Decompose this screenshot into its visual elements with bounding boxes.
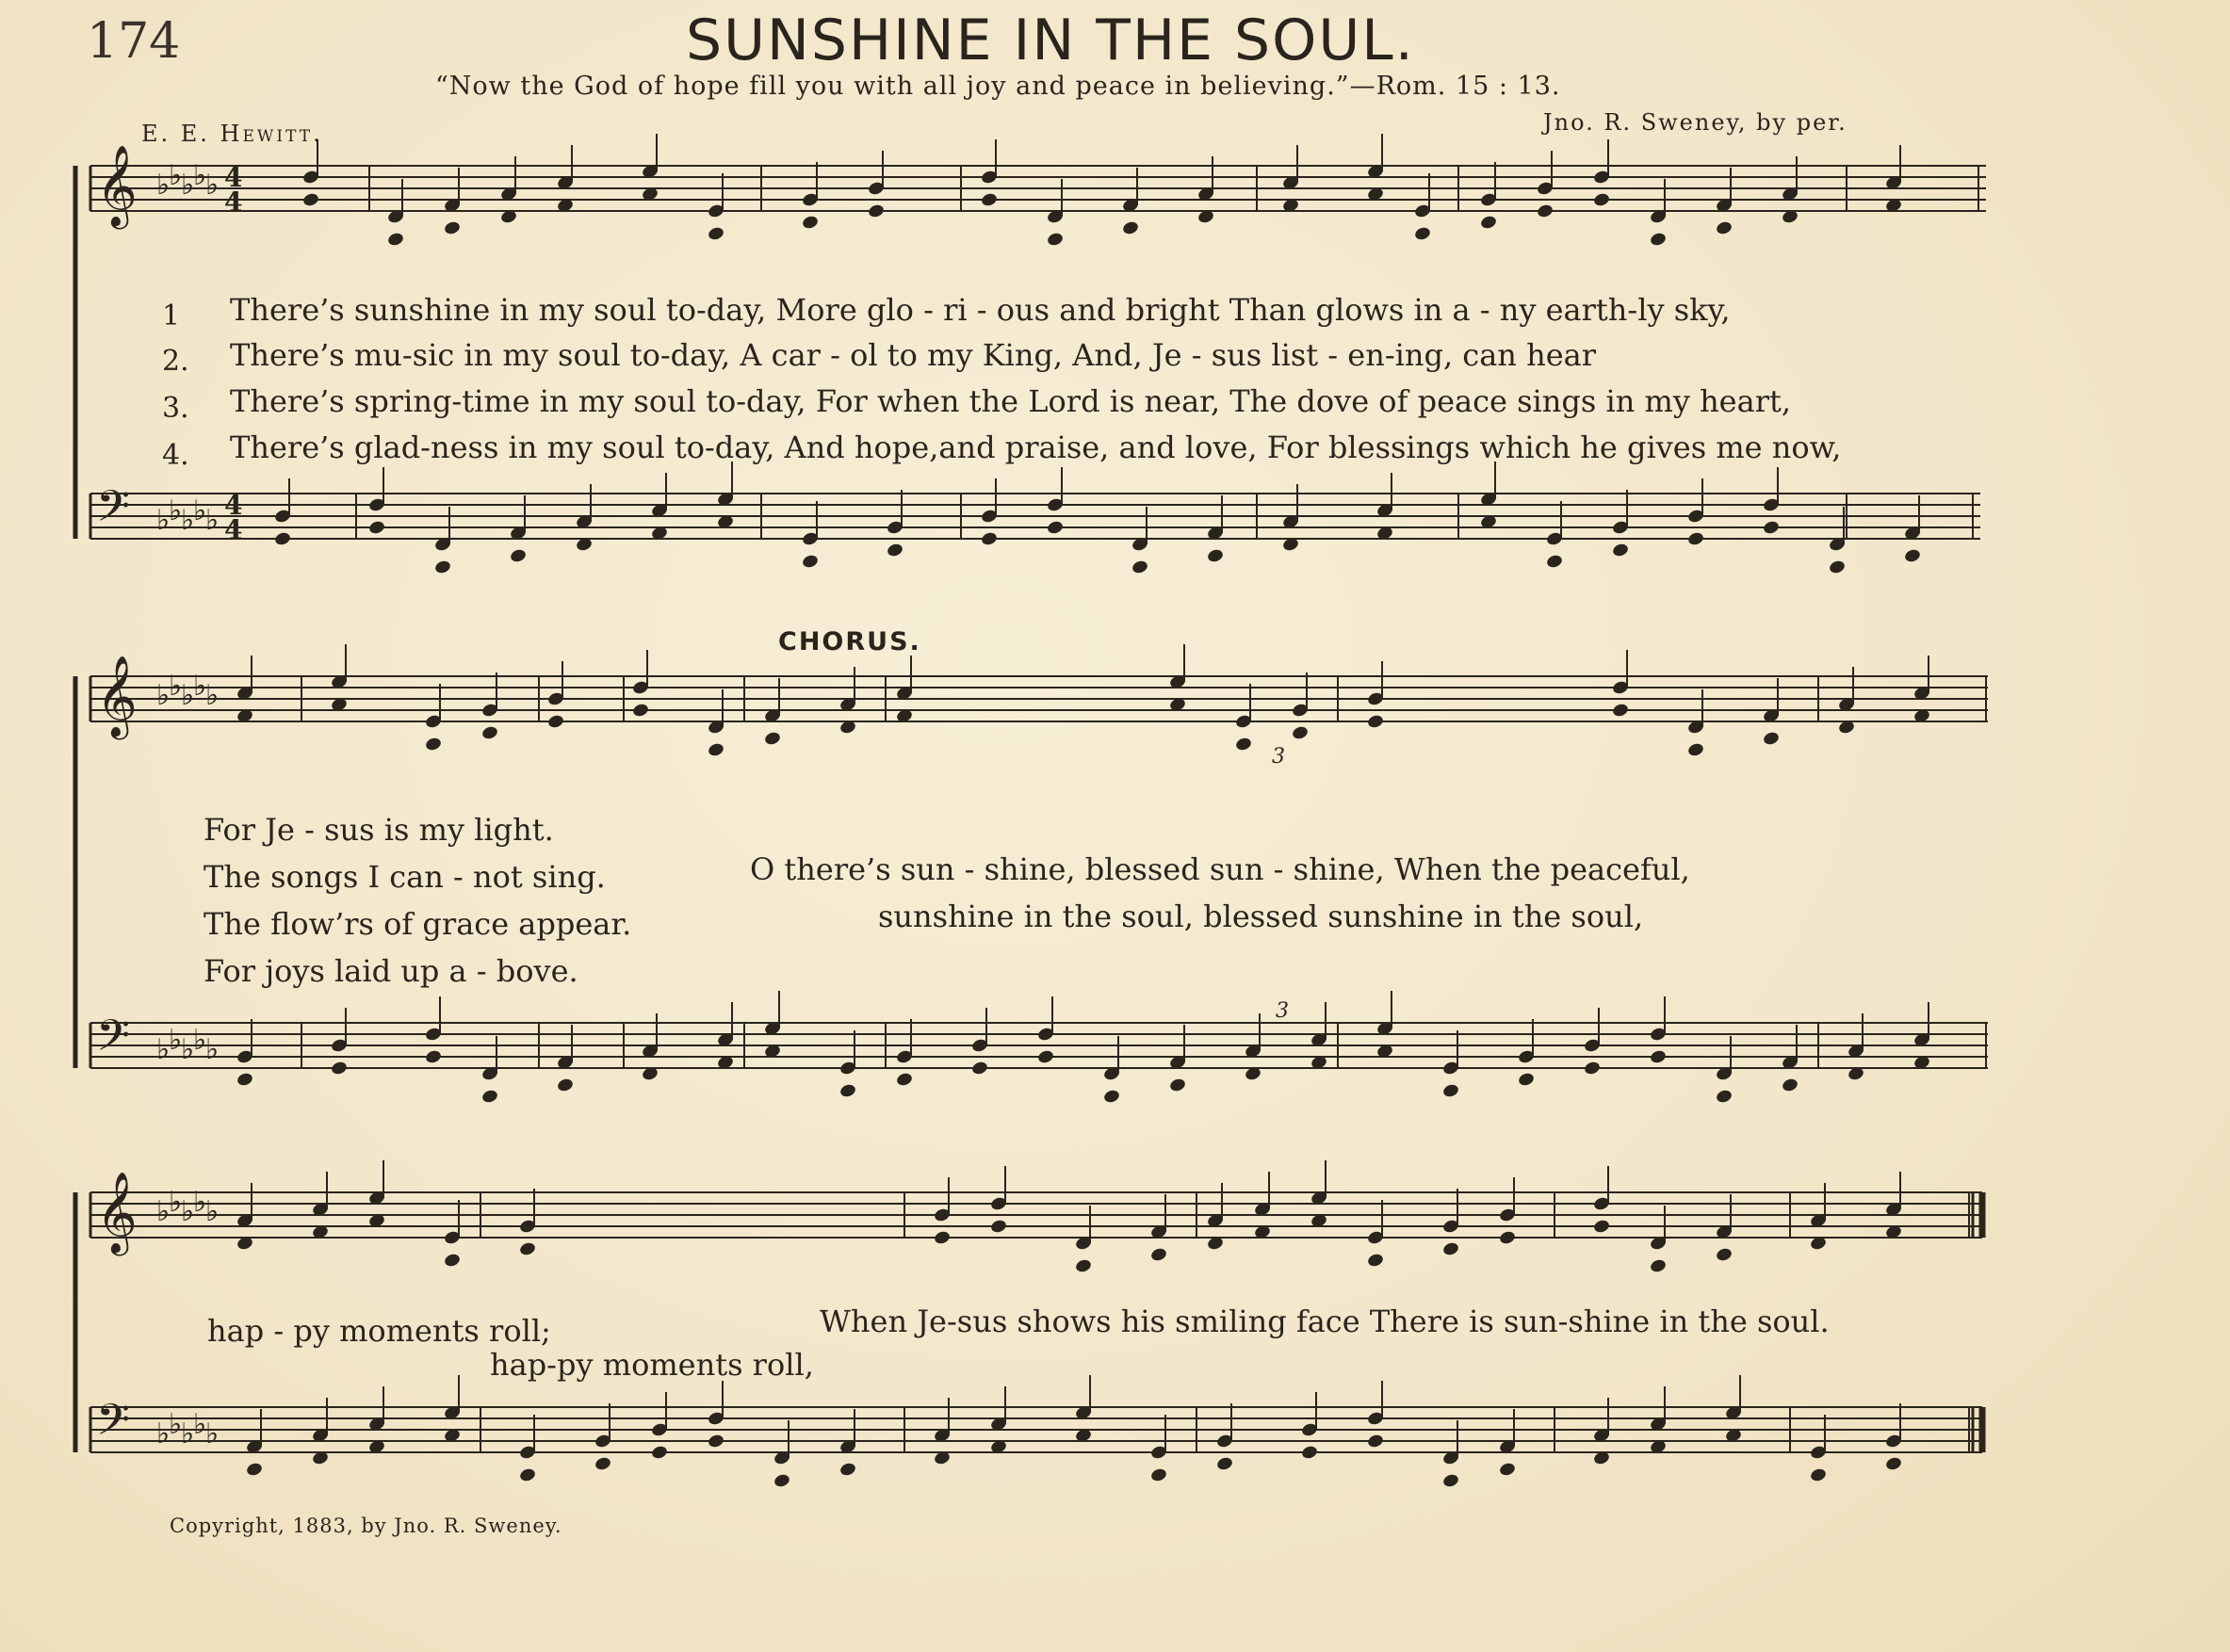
triplet-mark: 3 (1272, 745, 1285, 769)
note-head (301, 192, 319, 208)
note-head (518, 1467, 536, 1483)
note-head (1479, 215, 1497, 231)
chorus-lyric-line: O there’s sun - shine, blessed sun - shine, When the peaceful, (750, 851, 1690, 887)
note-head (1366, 1253, 1384, 1269)
flat-sign: ♭ (193, 159, 207, 192)
note-head (1102, 1089, 1120, 1105)
note-head (838, 1083, 856, 1099)
note-head (1413, 226, 1431, 242)
flat-sign: ♭ (193, 670, 207, 703)
note-head (1498, 1462, 1516, 1478)
note-head (236, 1072, 253, 1088)
verse-number: 1 (162, 300, 181, 332)
flat-sign: ♭ (156, 1417, 171, 1450)
note-head (1036, 1049, 1054, 1065)
note-head (1441, 1083, 1459, 1099)
hymn-title: SUNSHINE IN THE SOUL. (686, 8, 1415, 73)
treble-clef: 𝄞 (96, 145, 138, 226)
note-head (801, 554, 819, 570)
bass-clef: 𝄢 (96, 481, 131, 543)
note-head (245, 1462, 263, 1478)
note-head (1686, 531, 1704, 547)
note-head (386, 232, 404, 248)
bass-clef: 𝄢 (96, 1011, 131, 1072)
note-head (650, 1445, 668, 1461)
flat-sign: ♭ (181, 1033, 195, 1066)
note-head (518, 1241, 536, 1257)
note-head (1715, 220, 1733, 236)
note-head (980, 531, 998, 547)
flat-sign: ♭ (181, 679, 195, 712)
note-head (509, 548, 527, 564)
verse-number: 3. (162, 392, 189, 425)
note-head (1545, 554, 1563, 570)
flat-sign: ♭ (156, 1033, 171, 1066)
note-head (1074, 1258, 1092, 1274)
note-head (1649, 1049, 1667, 1065)
verse-number: 2. (162, 345, 189, 378)
note-head (1884, 1456, 1902, 1472)
flat-sign: ♭ (205, 1033, 220, 1066)
note-head (886, 543, 903, 559)
note-head (1536, 203, 1554, 219)
verse-lyric-line: There’s mu-sic in my soul to-day, A car - ol to my King, And, Je - sus list - en-ing, can hear (230, 337, 1596, 373)
note-head (594, 1456, 611, 1472)
note-head (980, 192, 998, 208)
note-head (763, 731, 781, 747)
note-head (838, 1462, 856, 1478)
flat-sign: ♭ (169, 159, 183, 192)
note-head (556, 1077, 574, 1093)
note-head (1046, 232, 1064, 248)
note-head (1781, 1077, 1799, 1093)
flat-sign: ♭ (181, 169, 195, 202)
flat-sign: ♭ (156, 679, 171, 712)
note-head (433, 559, 451, 575)
note-head (273, 531, 291, 547)
note-head (1206, 548, 1224, 564)
note-head (1121, 220, 1139, 236)
note-head (631, 703, 649, 719)
note-head (1715, 1247, 1733, 1263)
note-head (1149, 1247, 1167, 1263)
note-head (1828, 559, 1846, 575)
flat-sign: ♭ (169, 1408, 183, 1441)
verse-lyric-line: There’s glad-ness in my soul to-day, And hope,and praise, and love, For blessings which he gives me now, (230, 429, 1842, 465)
note-head (1903, 548, 1921, 564)
note-head (546, 714, 564, 730)
note-head (424, 737, 442, 753)
note-head (1149, 1467, 1167, 1483)
note-head (707, 742, 724, 758)
flat-sign: ♭ (156, 169, 171, 202)
flat-sign: ♭ (181, 504, 195, 537)
flat-sign: ♭ (193, 1186, 207, 1219)
note-head (1809, 1467, 1827, 1483)
flat-sign: ♭ (193, 1024, 207, 1057)
bass-clef: 𝄢 (96, 1395, 131, 1456)
lyricist-credit: E. E. Hewitt. (141, 121, 323, 147)
triplet-mark: 3 (1276, 999, 1289, 1023)
note-head (1366, 1433, 1384, 1450)
note-head (1131, 559, 1148, 575)
note-head (1168, 1077, 1186, 1093)
note-head (424, 1049, 442, 1065)
verse-lyric-line: There’s sunshine in my soul to-day, More glo - ri - ous and bright Than glows in a - ny earth-ly sky, (230, 292, 1731, 328)
note-head (707, 1433, 724, 1450)
note-head (801, 215, 819, 231)
time-signature-bottom: 4 (224, 514, 243, 545)
note-head (443, 1253, 461, 1269)
scripture-epigraph: “Now the God of hope fill you with all joy and peace in believing.”—Rom. 15 : 13. (435, 72, 1561, 101)
note-head (1583, 1061, 1601, 1077)
note-head (1234, 737, 1252, 753)
treble-clef: 𝄞 (96, 656, 138, 737)
flat-sign: ♭ (205, 1417, 220, 1450)
verse-ending: The flow’rs of grace appear. (203, 906, 632, 942)
chorus-lyric-line: hap - py moments roll; (207, 1313, 551, 1349)
note-head (443, 220, 461, 236)
note-head (1686, 742, 1704, 758)
verse-ending: The songs I can - not sing. (203, 859, 606, 895)
copyright-notice: Copyright, 1883, by Jno. R. Sweney. (170, 1514, 562, 1537)
note-head (1498, 1230, 1516, 1246)
note-head (1441, 1241, 1459, 1257)
note-head (330, 1061, 348, 1077)
note-head (1649, 232, 1667, 248)
flat-sign: ♭ (193, 494, 207, 527)
flat-sign: ♭ (205, 169, 220, 202)
chorus-lyric-line: When Je-sus shows his smiling face There is sun-shine in the soul. (820, 1304, 1830, 1339)
chorus-lyric-line: hap-py moments roll, (490, 1347, 814, 1383)
flat-sign: ♭ (181, 1195, 195, 1228)
note-head (895, 1072, 913, 1088)
chorus-label: CHORUS. (778, 627, 921, 656)
note-head (1715, 1089, 1733, 1105)
treble-clef: 𝄞 (96, 1172, 138, 1253)
flat-sign: ♭ (205, 1195, 220, 1228)
flat-sign: ♭ (156, 504, 171, 537)
flat-sign: ♭ (169, 1024, 183, 1057)
note-head (867, 203, 885, 219)
flat-sign: ♭ (205, 504, 220, 537)
flat-sign: ♭ (156, 1195, 171, 1228)
note-head (989, 1219, 1007, 1235)
note-head (367, 520, 385, 536)
verse-ending: For joys laid up a - bove. (203, 953, 578, 989)
flat-sign: ♭ (193, 1408, 207, 1441)
flat-sign: ♭ (169, 494, 183, 527)
time-signature-top: 4 (224, 162, 243, 193)
note-head (480, 725, 498, 741)
page-number: 174 (87, 13, 181, 70)
verse-number: 4. (162, 439, 189, 472)
verse-lyric-line: There’s spring-time in my soul to-day, For when the Lord is near, The dove of peace sings in my heart, (230, 383, 1792, 419)
verse-ending: For Je - sus is my light. (203, 812, 554, 848)
note-head (1592, 192, 1610, 208)
time-signature-bottom: 4 (224, 186, 243, 218)
composer-credit: Jno. R. Sweney, by per. (1543, 109, 1847, 136)
note-head (773, 1473, 790, 1489)
note-head (933, 1230, 951, 1246)
note-head (1762, 520, 1780, 536)
note-head (480, 1089, 498, 1105)
time-signature-top: 4 (224, 490, 243, 521)
note-head (1215, 1456, 1233, 1472)
note-head (1611, 543, 1629, 559)
note-head (1291, 725, 1309, 741)
note-head (1649, 1258, 1667, 1274)
flat-sign: ♭ (169, 1186, 183, 1219)
note-head (707, 226, 724, 242)
flat-sign: ♭ (181, 1417, 195, 1450)
flat-sign: ♭ (169, 670, 183, 703)
note-head (970, 1061, 988, 1077)
note-head (1517, 1072, 1535, 1088)
note-head (1300, 1445, 1318, 1461)
note-head (1592, 1219, 1610, 1235)
chorus-lyric-line: sunshine in the soul, blessed sunshine in the soul, (878, 899, 1644, 934)
note-head (1441, 1473, 1459, 1489)
note-head (1762, 731, 1780, 747)
flat-sign: ♭ (205, 679, 220, 712)
note-head (1046, 520, 1064, 536)
note-head (1366, 714, 1384, 730)
note-head (1611, 703, 1629, 719)
